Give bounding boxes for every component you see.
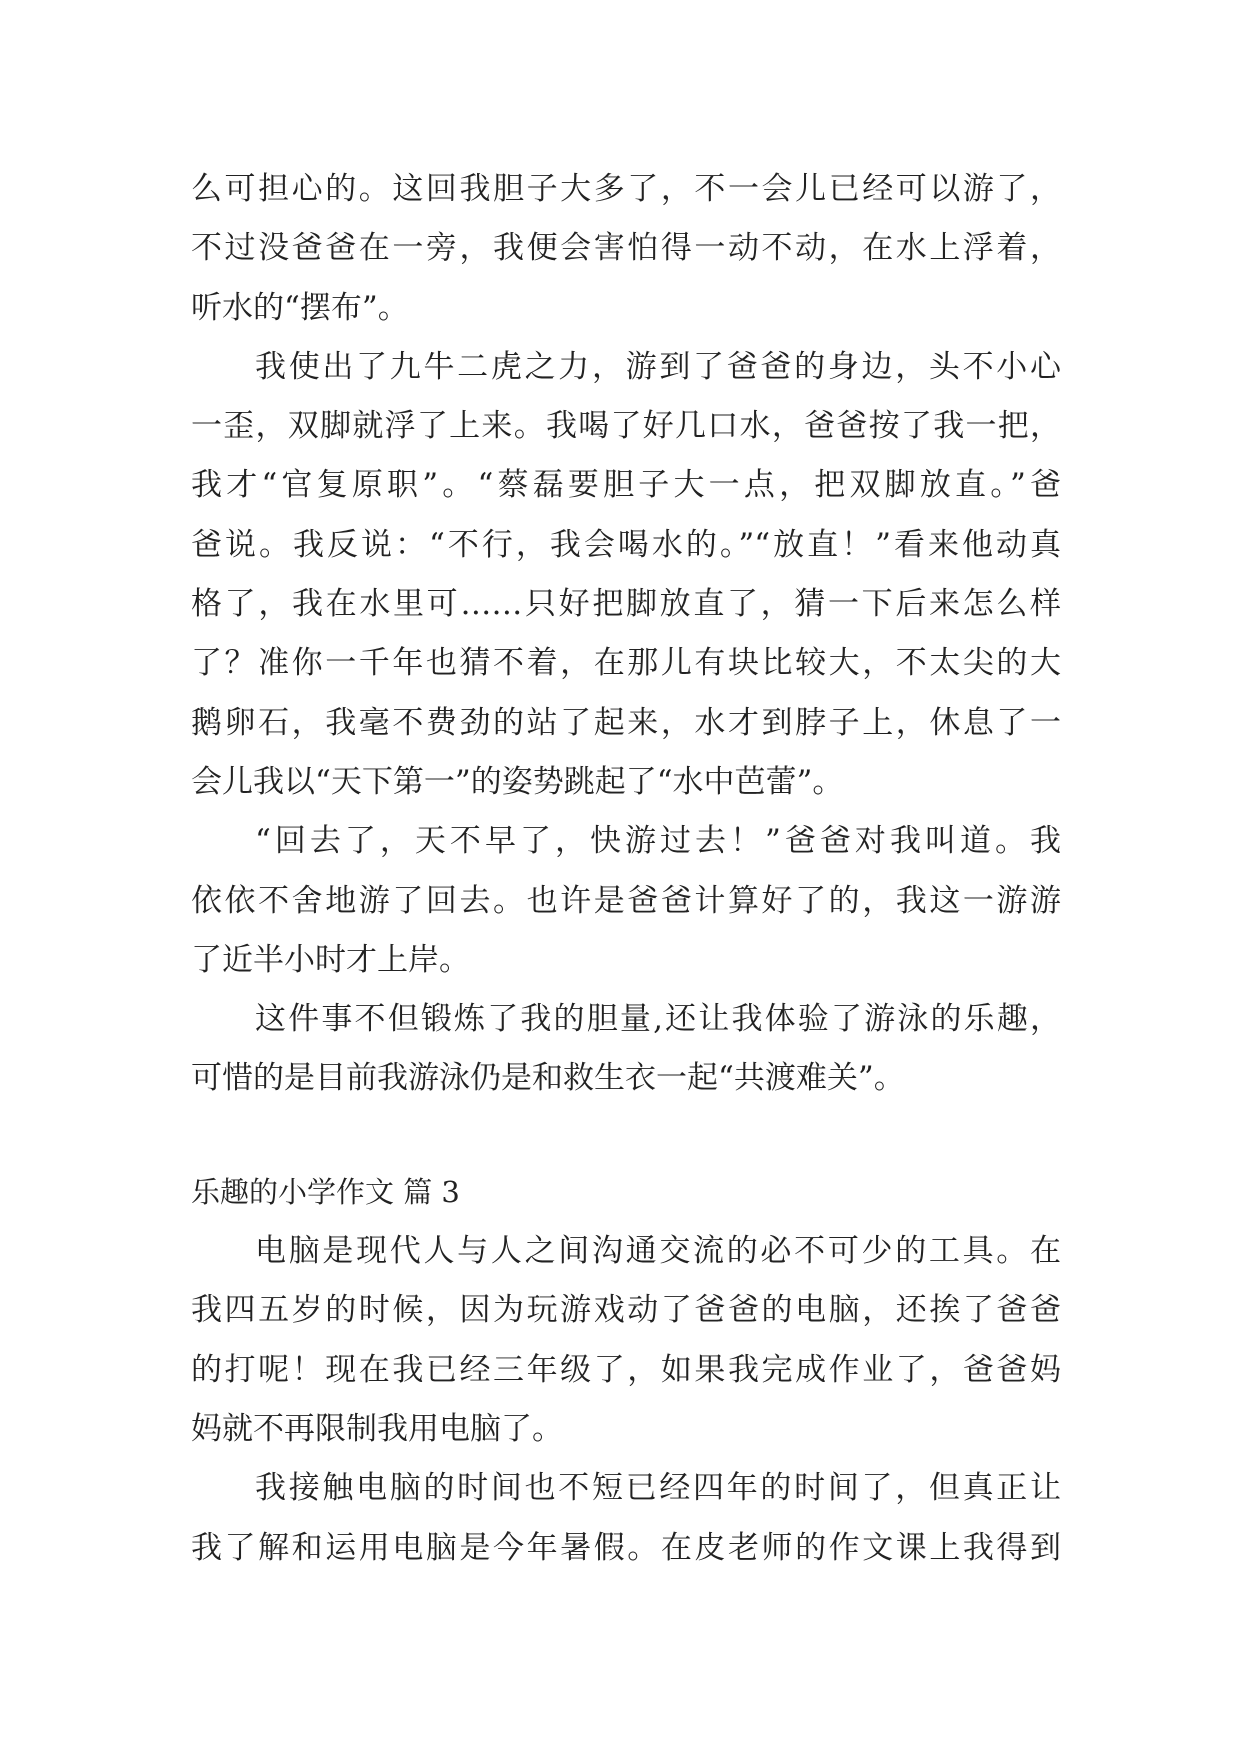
paragraph [191, 812, 1061, 990]
text-line: 我四五岁的时候，因为玩游戏动了爸爸的电脑，还挨了爸爸 [191, 1292, 1061, 1329]
text-line: 格了，我在水里可……只好把脚放直了，猜一下后来怎么样 [191, 586, 1061, 623]
section-heading: 乐趣的小学作文 篇 3 [191, 1174, 460, 1209]
text-line: 鹅卵石，我毫不费劲的站了起来，水才到脖子上，休息了一 [191, 704, 1061, 741]
paragraph [191, 1222, 1061, 1459]
text-line: 这件事不但锻炼了我的胆量,还让我体验了游泳的乐趣， [255, 1001, 1061, 1038]
text-line: 么可担心的。这回我胆子大多了，不一会儿已经可以游了， [191, 171, 1061, 207]
text-line: 电脑是现代人与人之间沟通交流的必不可少的工具。在 [255, 1233, 1061, 1270]
text-line: 我了解和运用电脑是今年暑假。在皮老师的作文课上我得到 [191, 1529, 1061, 1566]
document-body [191, 160, 1061, 1578]
paragraph [191, 338, 1061, 812]
text-line: 我才“官复原职”。“蔡磊要胆子大一点，把双脚放直。”爸 [191, 467, 1061, 504]
paragraph [191, 160, 1061, 338]
text-line: 我使出了九牛二虎之力，游到了爸爸的身边，头不小心 [255, 348, 1061, 385]
text-line: 爸说。我反说：“不行，我会喝水的。”“放直！”看来他动真 [191, 526, 1061, 563]
text-line: 一歪，双脚就浮了上来。我喝了好几口水，爸爸按了我一把， [191, 408, 1061, 445]
text-line: 不过没爸爸在一旁，我便会害怕得一动不动，在水上浮着， [191, 230, 1061, 267]
text-line: 了？准你一千年也猜不着，在那儿有块比较大，不太尖的大 [191, 645, 1061, 682]
text-line: 听水的“摆布”。 [191, 289, 409, 326]
text-line: “回去了，天不早了，快游过去！”爸爸对我叫道。我 [255, 823, 1061, 860]
text-line: 的打呢！现在我已经三年级了，如果我完成作业了，爸爸妈 [191, 1351, 1061, 1388]
text-line: 可惜的是目前我游泳仍是和救生衣一起“共渡难关”。 [191, 1060, 905, 1097]
text-line: 我接触电脑的时间也不短已经四年的时间了，但真正让 [255, 1470, 1061, 1507]
paragraph [191, 1459, 1061, 1578]
text-line: 了近半小时才上岸。 [191, 941, 470, 978]
text-line: 会儿我以“天下第一”的姿势跳起了“水中芭蕾”。 [191, 763, 844, 800]
text-line: 妈就不再限制我用电脑了。 [191, 1410, 563, 1447]
paragraph [191, 990, 1061, 1109]
text-line: 依依不舍地游了回去。也许是爸爸计算好了的，我这一游游 [191, 882, 1061, 919]
